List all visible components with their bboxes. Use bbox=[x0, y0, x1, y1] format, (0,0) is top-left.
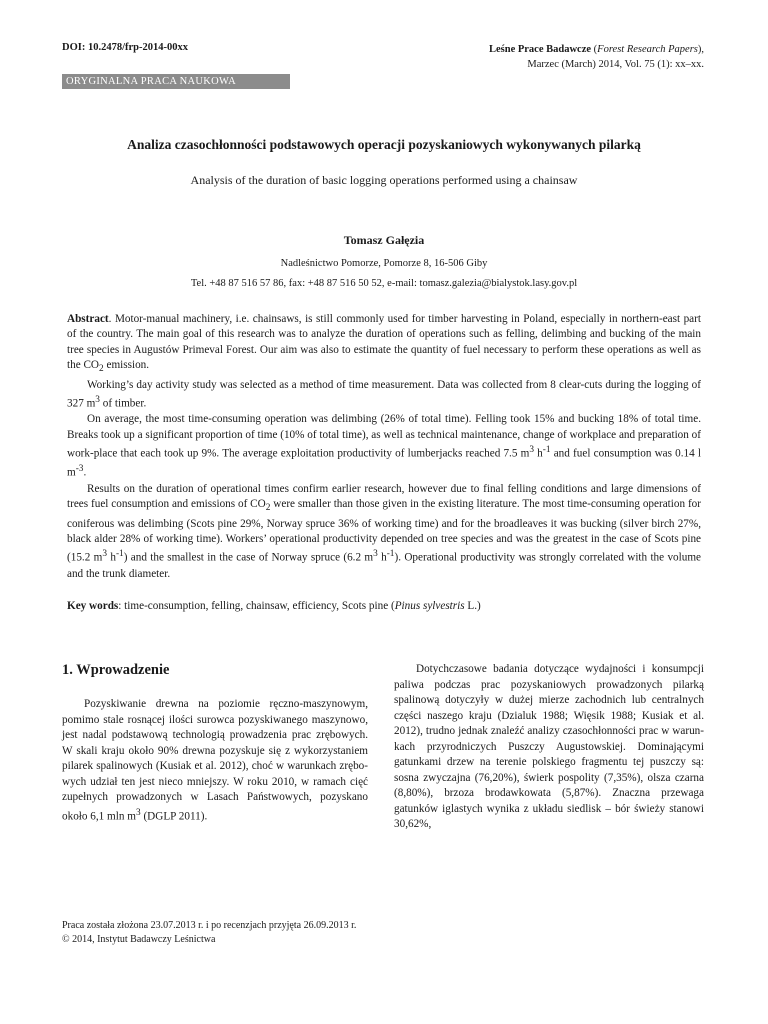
species-name: Pinus sylvestris bbox=[394, 600, 465, 612]
left-column bbox=[62, 662, 368, 825]
abstract-paragraph-4: Results on the duration of operational times confirm earlier research, however due to final felling conditions and large dimensions of trees fuel consumption and emissions of $CO_2$ were smaller than those given in the existing literature. The most time-consuming operation for coniferous was delimbing (Scots pine 29%, Norway spruce 36% of working time) and for the broadleaves it was bucking (silver birch 27%, black alder 28% of working time). Workers’ operational productivity depended on tree species and was the greatest in the case of Scots pine (15.2 $m^3$ $h^{-1}$) and the smallest in the case of Norway spruce (6.2 $m^3$ $h^{-1}$). Operational productivity was strongly correlated with the volume and the trunk diameter. bbox=[67, 482, 702, 580]
abstract-paragraph-3: On average, the most time-consuming operation was delimbing (26% of total time). Felling took 15% and bucking 18% of total time. Breaks took up a significant proportion of time (10% of total time), as well as technical maintenance, change of workplace and preparation of work-place that each took up 9%. The average exploitation productivity of lumberjacks reached 7.5 $m^3$ $h^{-1}$ and fuel consumption was 0.14 l $m^{-3}$. bbox=[67, 413, 702, 480]
footer-note bbox=[62, 919, 356, 947]
right-column bbox=[394, 662, 704, 833]
author-name: Tomasz Gałęzia bbox=[343, 233, 425, 247]
copyright: © 2014, Instytut Badawczy Leśnictwa bbox=[62, 934, 216, 945]
abstract-label: Abstract bbox=[67, 313, 109, 325]
section-heading: 1. Wprowadzenie bbox=[62, 662, 170, 678]
doi: DOI: 10.2478/frp-2014-00xx bbox=[62, 42, 188, 53]
journal-english-name: Forest Research Papers bbox=[597, 44, 698, 55]
article-type-banner: ORYGINALNA PRACA NAUKOWA bbox=[62, 74, 290, 89]
abstract bbox=[67, 312, 701, 582]
journal-issue: Marzec (March) 2014, Vol. 75 (1): xx–xx. bbox=[527, 59, 704, 70]
paper-title: Analiza czasochłonności podstawowych operacji pozyskaniowych wykonywanych pilarką bbox=[127, 137, 641, 152]
journal-suffix: ), bbox=[697, 44, 704, 55]
abstract-paragraph-2: Working’s day activity study was selected as a method of time measurement. Data was collected from 8 clear-cuts during the logging of 327 $m^3$ of timber. bbox=[67, 378, 701, 410]
keywords-label: Key words bbox=[67, 600, 119, 612]
paper-subtitle: Analysis of the duration of basic logging operations performed using a chainsaw bbox=[190, 173, 578, 187]
journal-info: Leśne Prace Badawcze (Forest Research Papers), Marzec (March) 2014, Vol. 75 (1): xx–xx. bbox=[488, 44, 704, 70]
intro-paragraph-right: Dotychczasowe badania dotyczące wydajności i konsumpcji paliwa podczas prac pozyskaniowych prowadzonych pilarką spalinową dotyczyły w dużej mierze zachodnich lub centralnych części naszego kraju (Dzialuk 1988; Więsik 1988; Kusiak et al. 2012), trudno jednak znaleźć analizy czasochłonności prac w warunkach przyrodniczych Puszczy Augustowskiej. Dominającymi gatunkami drzew na terenie polskiego fragmentu tej puszczy są: sosna zwyczajna (76,20%), świerk pospolity (7,35%), olsza czarna (8,80%), brzoza brodawkowata (5,87%). Znaczna przewaga gatunków iglastych wynika z układu siedlisk – bór świeży stanowi 30,62%, bbox=[394, 663, 704, 830]
journal-name: Leśne Prace Badawcze bbox=[488, 44, 592, 55]
submission-dates: Praca została złożona 23.07.2013 r. i po recenzjach przyjęta 26.09.2013 r. bbox=[62, 920, 357, 931]
abstract-paragraph-1: Abstract. Motor-manual machinery, i.e. chainsaws, is still commonly used for timber harvesting in Poland, especially in northern-east part of the country. The main goal of this research was to analyze the duration of operations such as felling, delimbing and bucking of the main tree species in Augustów Primeval Forest. Our aim was also to estimate the quantity of fuel necessary to perform these operations as well as the $CO_2$ emission. bbox=[67, 313, 701, 375]
intro-paragraph-left: Pozyskiwanie drewna na poziomie ręczno-maszynowym, pomimo stale rosnącej ilości surowca pozyskiwanego maszynowo, jest nadal podstawową technologią prowadzenia prac zrębowych. W skali kraju około 90% drewna pozyskuje się z wykorzystaniem pilarek spalinowych (Kusiak et al. 2012), choć w warunkach zrębowych udział ten jest nieco mniejszy. W roku 2010, w ramach cięć zupełnych prowadzonych w Lasach Państwowych, pozyskano około 6,1 mln $m^3$ (DGLP 2011). bbox=[62, 698, 368, 823]
keywords: Key words: time-consumption, felling, chainsaw, efficiency, Scots pine (Pinus sylvestris L.) bbox=[67, 600, 481, 612]
author-contact: Tel. +48 87 516 57 86, fax: +48 87 516 50 52, e-mail: tomasz.galezia@bialystok.lasy.gov.pl bbox=[190, 278, 578, 289]
author-affiliation: Nadleśnictwo Pomorze, Pomorze 8, 16-506 Giby bbox=[280, 258, 488, 269]
